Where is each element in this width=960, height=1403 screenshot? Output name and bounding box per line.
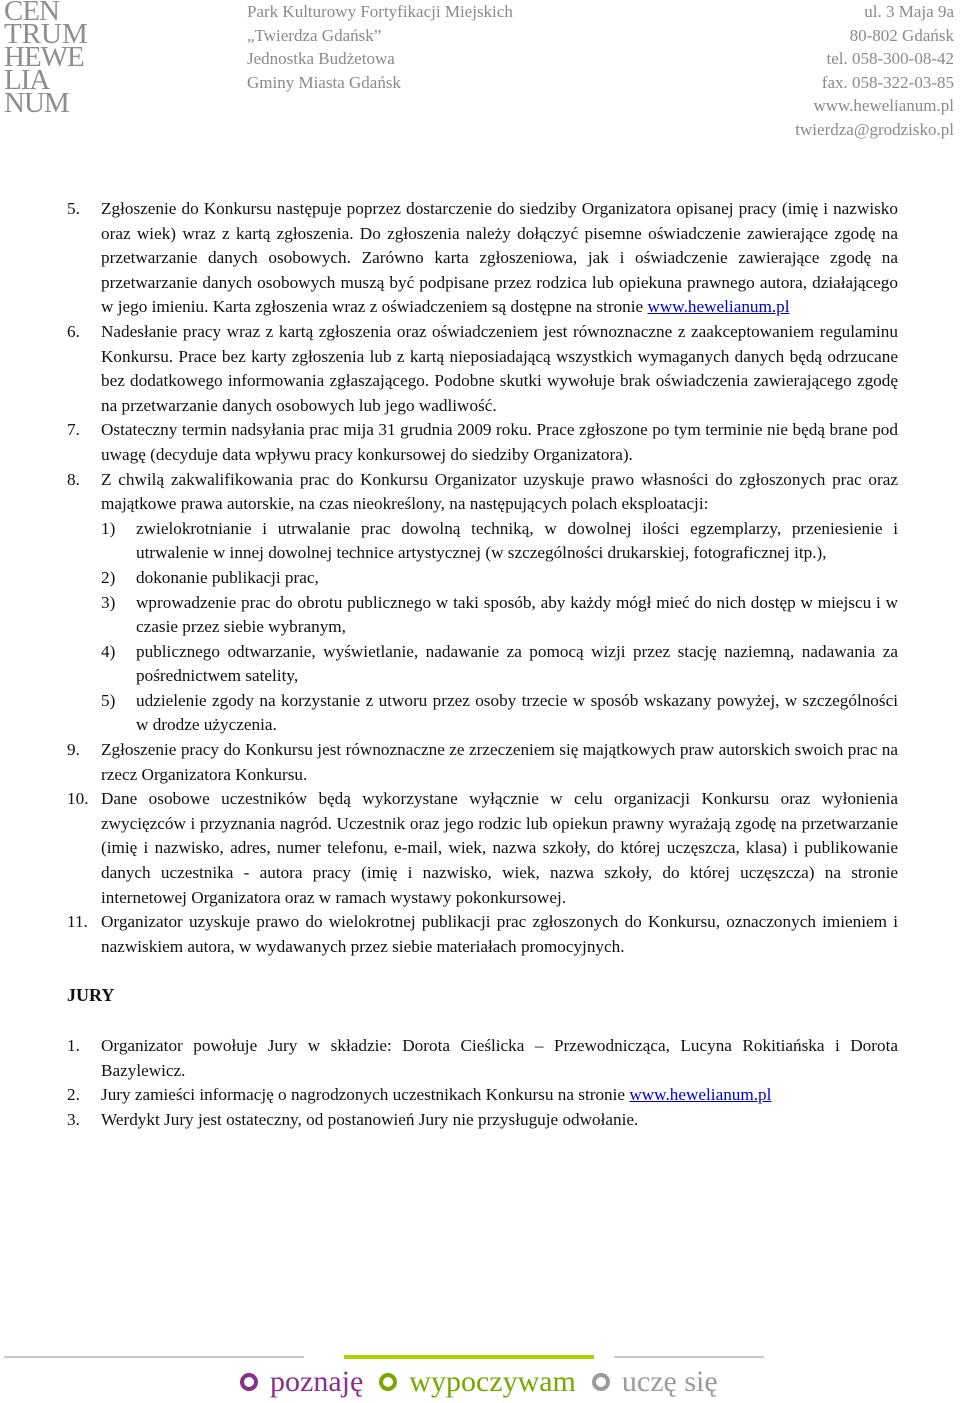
circle-bullet-icon [379, 1373, 397, 1391]
item-number: 5. [67, 199, 80, 218]
footer-divider-accent [344, 1355, 594, 1359]
subitem-2 [101, 566, 898, 591]
jury-item-3 [67, 1108, 898, 1133]
header-line: „Twierdza Gdańsk” [247, 25, 382, 45]
item-number: 11. [67, 912, 88, 932]
phone: tel. 058-300-08-42 [826, 49, 954, 68]
subitem-4 [101, 640, 898, 689]
item-number: 9. [67, 740, 80, 760]
subitem-text: zwielokrotnianie i utrwalanie prac dowolną techniką, w dowolnej ilości egzemplarzy, przeniesienie i utrwalenie w innej dowolnej technice artystycznej (w szczególności drukarskiej, fotograficznej itp.), [136, 518, 898, 563]
slogan-text: uczę się [621, 1365, 718, 1398]
rule-item-11 [67, 910, 898, 959]
item-text: Zgłoszenie pracy do Konkursu jest równoznaczne ze zrzeczeniem się majątkowych praw autorskich swoich prac na rzecz Organizatora Konkursu. [101, 740, 898, 784]
header-line: Park Kulturowy Fortyfikacji Miejskich [247, 2, 513, 21]
website-link[interactable]: www.hewelianum.pl [629, 1085, 772, 1105]
header-line: Jednostka Budżetowa [247, 49, 395, 68]
footer-divider [4, 1356, 304, 1358]
fax: fax. 058-322-03-85 [821, 72, 954, 92]
footer-divider [614, 1356, 764, 1358]
rule-item-9 [67, 738, 898, 787]
slogan-text: wypoczywam [409, 1365, 576, 1398]
rule-item-7 [67, 418, 898, 467]
subitem-text: publicznego odtwarzanie, wyświetlanie, nadawanie za pomocą wizji przez stację naziemną, nadawania za pośrednictwem satelity, [136, 641, 898, 686]
item-number: 2. [67, 1085, 80, 1105]
subitem-number: 5) [101, 690, 116, 710]
address-city: 80-802 Gdańsk [849, 25, 954, 45]
rule-item-5 [67, 197, 898, 320]
item-text: Z chwilą zakwalifikowania prac do Konkursu Organizator uzyskuje prawo własności do zgłoszonych prac oraz majątkowe prawa autorskie, na czas nieokreślony, na następujących polach eksploatacji: [101, 469, 898, 514]
slogan-poznaje [240, 1365, 363, 1399]
subitem-5 [101, 689, 898, 738]
hewelianum-logo: CEN TRUM HEWE LIA NUM [4, 0, 88, 119]
subitem-number: 2) [101, 567, 116, 587]
item-text: Dane osobowe uczestników będą wykorzystane wyłącznie w celu organizacji Konkursu oraz wyłonienia zwycięzców i przyznania nagród. Uczestnik oraz jego rodzic lub opiekun prawny wyrażają zgodę na przetwarzanie (imię i nazwisko, adres, numer telefonu, e-mail, wiek, nazwa szkoły, do której uczęszcza, klasa) i publikowanie danych uczestnika - autora pracy (imię i nazwisko, wiek, nazwa szkoły, do której uczęszcza) na stronie internetowej Organizatora oraz w ramach wystawy pokonkursowej. [101, 789, 898, 907]
item-text: Jury zamieści informację o nagrodzonych uczestnikach Konkursu na stronie [101, 1085, 630, 1105]
jury-item-1 [67, 1034, 898, 1083]
item-text: Organizator uzyskuje prawo do wielokrotnej publikacji prac zgłoszonych do Konkursu, oznaczonych imieniem i nazwiskiem autora, w wydawanych przez siebie materiałach promocyjnych. [101, 912, 898, 956]
item-text: Ostateczny termin nadsyłania prac mija 31 grudnia 2009 roku. Prace zgłoszone po tym terminie nie będą brane pod uwagę (decyduje data wpływu pracy konkursowej do siedziby Organizatora). [101, 420, 898, 464]
subitem-number: 3) [101, 592, 116, 612]
circle-bullet-icon [240, 1373, 258, 1391]
subitem-text: udzielenie zgody na korzystanie z utworu przez osoby trzecie w sposób wskazany powyżej, w szczególności w drodze użyczenia. [136, 690, 898, 735]
jury-heading: JURY [67, 985, 115, 1006]
footer-slogans [240, 1362, 734, 1402]
email: twierdza@grodzisko.pl [795, 119, 954, 139]
item-text: Organizator powołuje Jury w składzie: Dorota Cieślicka – Przewodnicząca, Lucyna Rokitiańska i Dorota Bazylewicz. [101, 1036, 898, 1080]
item-number: 6. [67, 321, 80, 341]
subitem-text: wprowadzenie prac do obrotu publicznego w taki sposób, aby każdy mógł mieć do nich dostęp w miejscu i w czasie przez siebie wybranym, [136, 592, 898, 637]
item-number: 1. [67, 1036, 80, 1055]
header-contact [795, 0, 954, 141]
website: www.hewelianum.pl [813, 96, 954, 115]
item-number: 3. [67, 1109, 80, 1129]
item-number: 10. [67, 789, 89, 809]
item-text: Zgłoszenie do Konkursu następuje poprzez dostarczenie do siedziby Organizatora opisanej pracy (imię i nazwisko oraz wiek) wraz z kartą zgłoszenia. Do zgłoszenia należy dołączyć pisemne oświadczenie zawierające zgodę na przetwarzanie danych osobowych. Zarówno karta zgłoszeniowa, jak i oświadczenie zawierające zgodę na przetwarzanie danych osobowych muszą być podpisane przez rodzica lub opiekuna prawnego autora, działającego w jego imieniu. Karta zgłoszenia wraz z oświadczeniem są dostępne na stronie [101, 199, 898, 317]
document-body [67, 197, 898, 1132]
address-street: ul. 3 Maja 9a [864, 2, 954, 21]
item-text: Werdykt Jury jest ostateczny, od postanowień Jury nie przysługuje odwołanie. [101, 1109, 639, 1129]
subitem-3 [101, 591, 898, 640]
item-number: 8. [67, 469, 80, 489]
header-line: Gminy Miasta Gdańsk [247, 72, 401, 92]
website-link[interactable]: www.hewelianum.pl [647, 297, 790, 317]
rule-item-8 [67, 468, 898, 739]
slogan-ucze-sie [592, 1365, 718, 1399]
slogan-text: poznaję [270, 1365, 364, 1398]
subitem-text: dokonanie publikacji prac, [136, 567, 319, 587]
item-number: 7. [67, 420, 80, 440]
circle-bullet-icon [592, 1373, 610, 1391]
jury-item-2 [67, 1083, 898, 1108]
subitem-number: 4) [101, 641, 116, 661]
item-text: Nadesłanie pracy wraz z kartą zgłoszenia oraz oświadczeniem jest równoznaczne z zaakceptowaniem regulaminu Konkursu. Prace bez karty zgłoszenia lub z kartą nieposiadającą wszystkich wymaganych danych będą odrzucane bez dodatkowego informowania zgłaszającego. Podobne skutki wywołuje brak oświadczenia zawierającego zgodę na przetwarzanie danych osobowych lub jego wadliwość. [101, 321, 898, 415]
rule-item-6 [67, 320, 898, 418]
slogan-wypoczywam [379, 1365, 576, 1399]
subitem-number: 1) [101, 518, 116, 538]
header-institution [247, 0, 513, 94]
subitem-1 [101, 517, 898, 566]
rule-item-10 [67, 787, 898, 910]
